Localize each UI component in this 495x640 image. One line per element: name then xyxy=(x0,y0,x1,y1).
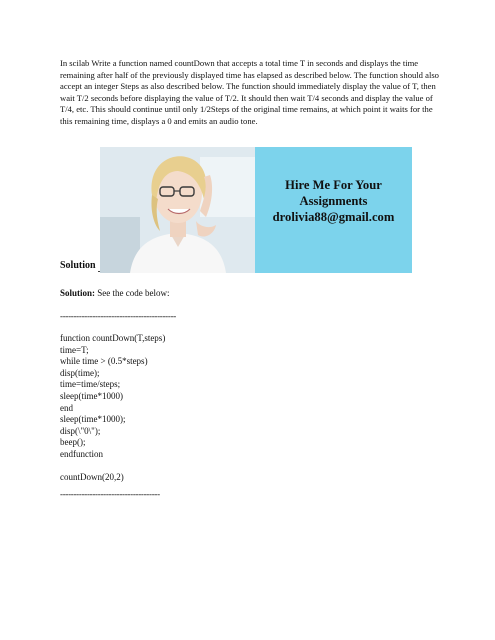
ad-subheadline: Assignments xyxy=(299,194,368,208)
solution-intro xyxy=(60,288,170,299)
woman-with-glasses-image xyxy=(100,147,255,273)
solution-heading: Solution xyxy=(60,260,96,271)
code-line: function countDown(T,steps) xyxy=(60,333,166,343)
code-line: disp(\"0\"); xyxy=(60,425,101,436)
code-line: beep(); xyxy=(60,437,86,448)
code-line: while time > (0.5*steps) xyxy=(60,356,148,367)
code-line: time=time/steps; xyxy=(60,379,121,390)
code-block xyxy=(60,333,165,484)
woman-photo xyxy=(100,147,255,273)
code-line: sleep(time*1000); xyxy=(60,414,126,425)
advertisement-banner xyxy=(100,147,412,273)
code-line: end xyxy=(60,402,73,413)
code-line: endfunction xyxy=(60,448,103,459)
ad-headline: Hire Me For Your xyxy=(285,178,382,192)
ad-email: drolivia88@gmail.com xyxy=(272,210,395,224)
code-line: sleep(time*1000) xyxy=(60,390,123,401)
solution-intro-text: See the code below: xyxy=(95,288,170,298)
solution-header-row xyxy=(60,147,412,273)
question-text: In scilab Write a function named countDown that accepts a total time T in seconds and displays the time remaining after half of the previously displayed time has elapsed as described below. The function should also accept an integer Steps as also described below. The function should immediately display the value of T, then wait T/2 seconds before displaying the value of T/2. It should then wait T/4 seconds and display the value of T/4, etc. This should continue until only 1/2Steps of the original time remains, at which point it waits for the this remaining time, displays a 0 and emits an audio tone. xyxy=(60,58,439,126)
solution-intro-label: Solution: xyxy=(60,288,96,298)
separator-bottom: ------------------------------------- xyxy=(60,489,160,499)
hire-me-panel xyxy=(255,147,412,273)
code-line: countDown(20,2) xyxy=(60,472,124,483)
code-line: time=T; xyxy=(60,344,89,355)
code-line xyxy=(60,461,165,473)
code-line: disp(time); xyxy=(60,367,100,378)
separator-top: ------------------------------------------- xyxy=(60,311,176,321)
